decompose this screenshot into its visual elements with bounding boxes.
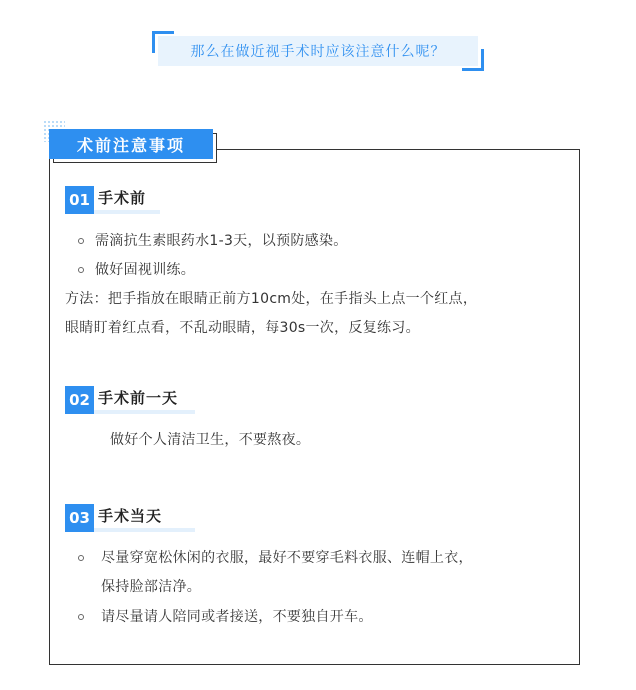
method-text-line: 眼睛盯着红点看，不乱动眼睛，每30s一次，反复练习。 [65,320,420,336]
subsection-number: 03 [65,504,94,532]
bullet-text: 请尽量请人陪同或者接送，不要独自开车。 [101,609,373,625]
body-text: 做好个人清洁卫生，不要熬夜。 [110,432,311,448]
subsection-title: 手术前 [98,189,147,207]
bullet-icon [78,555,84,561]
subsection-header-02 [65,386,195,414]
question-text: 那么在做近视手术时应该注意什么呢？ [190,44,446,60]
bullet-icon [78,238,84,244]
bullet-text: 做好固视训练。 [95,262,196,278]
subsection-underline [94,528,195,532]
question-box [158,36,478,66]
bullet-icon [78,614,84,620]
section-title: 术前注意事项 [76,135,185,155]
bullet-text-continued: 保持脸部洁净。 [101,579,202,595]
subsection-number: 02 [65,386,94,414]
section-tab [49,129,213,159]
question-banner [152,31,484,71]
subsection-title: 手术当天 [98,507,163,525]
subsection-header-01 [65,186,160,214]
subsection-header-03 [65,504,195,532]
method-text-line: 方法：把手指放在眼睛正前方10cm处，在手指头上点一个红点， [65,291,478,307]
subsection-title: 手术前一天 [98,389,179,407]
subsection-underline [94,410,195,414]
subsection-underline [94,210,160,214]
subsection-number: 01 [65,186,94,214]
bullet-text: 尽量穿宽松休闲的衣服，最好不要穿毛料衣服、连帽上衣， [101,550,473,566]
bullet-text: 需滴抗生素眼药水1-3天，以预防感染。 [95,233,348,249]
bullet-icon [78,267,84,273]
